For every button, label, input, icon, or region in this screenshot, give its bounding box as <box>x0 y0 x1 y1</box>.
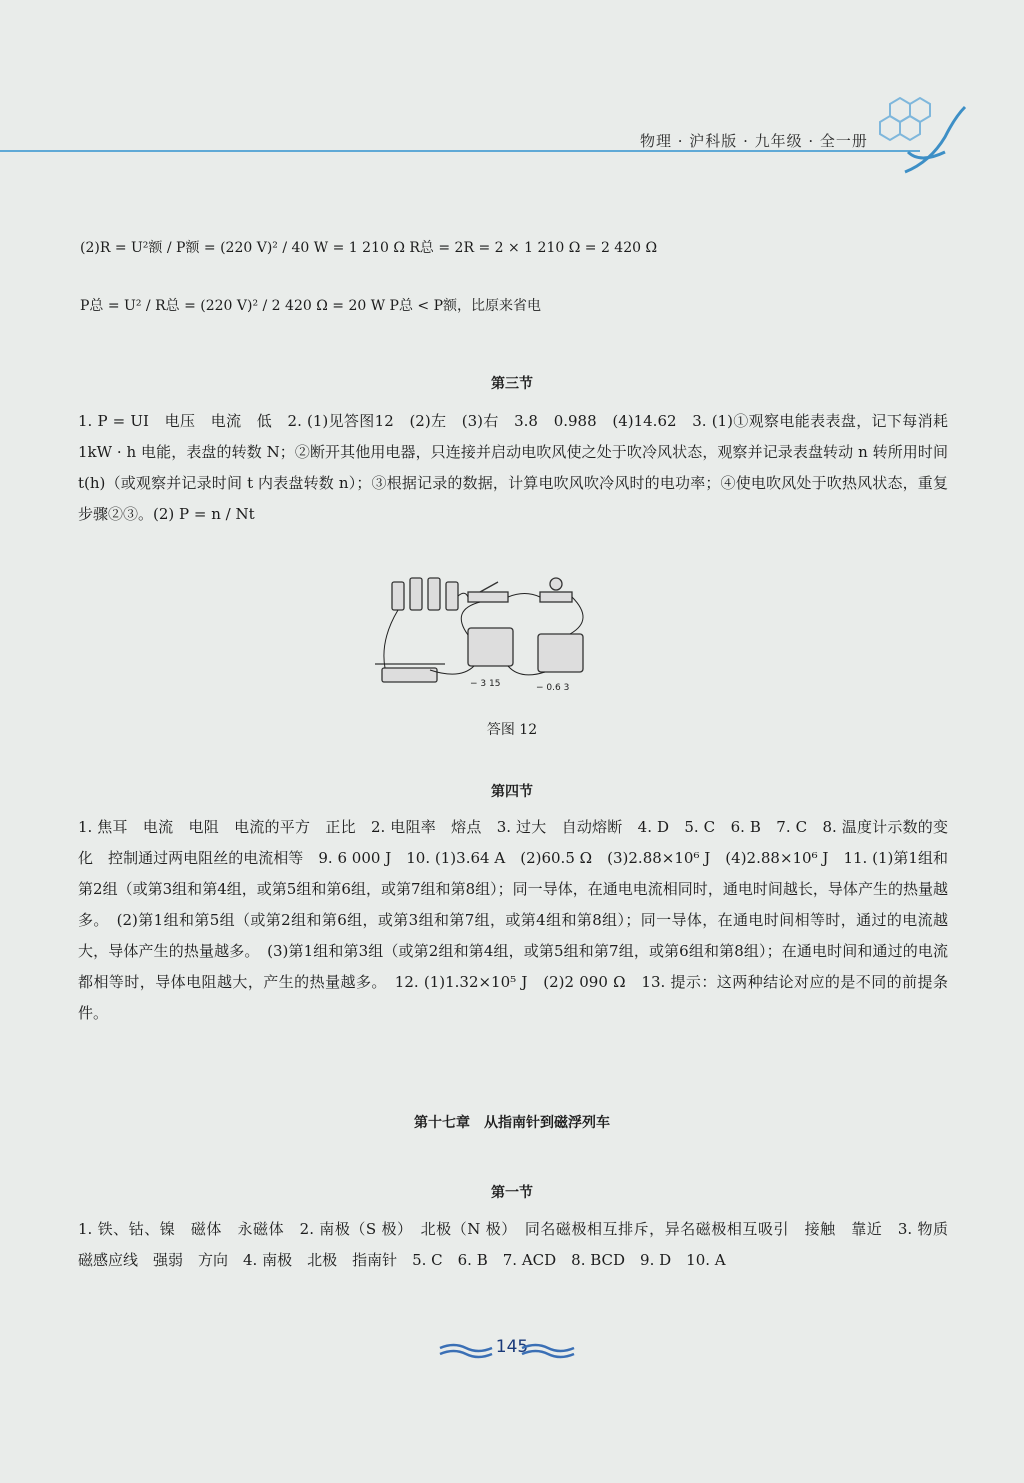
ammeter-terminal-labels: − 0.6 3 <box>536 683 570 693</box>
section-1-body: 1. 铁、钴、镍 磁体 永磁体 2. 南极（S 极） 北极（N 极） 同名磁极相互排斥，异名磁极相互吸引 接触 靠近 3. 物质 磁感应线 强弱 方向 4. 南极 北极 指南针 5. C 6. B 7. ACD 8. BCD 9. D 10. A <box>78 1220 964 1269</box>
formula-line-2: P总 = U² / R总 = (220 V)² / 2 420 Ω = 20 W P总 < P额，比原来省电 <box>80 298 542 314</box>
chapter-17-heading: 第十七章 从指南针到磁浮列车 <box>414 1115 610 1131</box>
book-logo-icon <box>860 92 970 182</box>
figure-caption: 答图 12 <box>486 722 538 738</box>
section-1-heading: 第一节 <box>491 1185 533 1201</box>
section-4-heading: 第四节 <box>491 784 533 800</box>
circuit-diagram-figure <box>370 570 600 695</box>
wave-right-icon <box>520 1342 576 1360</box>
section-3-heading: 第三节 <box>491 376 533 392</box>
formula-line-1: (2)R = U²额 / P额 = (220 V)² / 40 W = 1 210 Ω R总 = 2R = 2 × 1 210 Ω = 2 420 Ω <box>80 240 658 256</box>
voltmeter-terminal-labels: − 3 15 <box>470 679 501 689</box>
section-4-body: 1. 焦耳 电流 电阻 电流的平方 正比 2. 电阻率 熔点 3. 过大 自动熔断 4. D 5. C 6. B 7. C 8. 温度计示数的变化 控制通过两电阻丝的电流相等 9. 6 000 J 10. (1)3.64 A (2)60.5 Ω (3)2.88×10⁶ J (4)2.88×10⁶ J 11. (1)第1组和第2组（或第3组和第4组，或第5组和第6组，或第7组和第8组）；同一导体，在通电电流相同时，通电时间越长，导体产生的热量越多。 (2)第1组和第5组（或第2组和第6组，或第3组和第7组，或第4组和第8组）；同一导体，在通电时间相等时，通过的电流越大，导体产生的热量越多。 (3)第1组和第3组（或第2组和第4组，或第5组和第7组，或第6组和第8组）；在通电时间和通过的电流都相等时，导体电阻越大，产生的热量越多。 12. (1)1.32×10⁵ J (2)2 090 Ω 13. 提示：这两种结论对应的是不同的前提条件。 <box>78 818 948 1022</box>
page-number: 145 <box>495 1337 529 1357</box>
section-3-body: 1. P = UI 电压 电流 低 2. (1)见答图12 (2)左 (3)右 3.8 0.988 (4)14.62 3. (1)①观察电能表表盘，记下每消耗 1kW · h 电能，表盘的转数 N；②断开其他用电器，只连接并启动电吹风使之处于吹冷风状态，观察并记录表盘转动 n 转所用时间 t(h)（或观察并记录时间 t 内表盘转数 n）；③根据记录的数据，计算电吹风吹冷风时的电功率；④使电吹风处于吹热风状态，重复步骤②③。(2) P = n / Nt <box>78 412 948 523</box>
book-title: 物理 · 沪科版 · 九年级 · 全一册 <box>640 132 868 150</box>
